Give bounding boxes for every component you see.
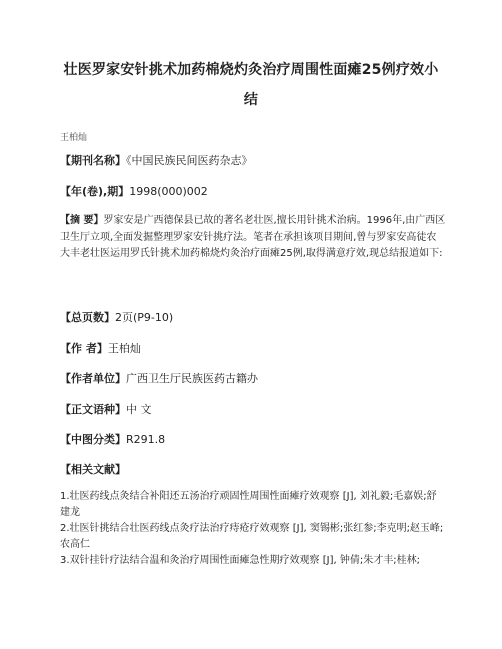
class-label: 【中图分类】 [60,433,126,446]
author-value: 王柏灿 [107,342,141,355]
author-field [60,340,446,357]
year-label: 【年(卷),期】 [60,185,130,198]
abstract-field [60,213,446,263]
article-author: 王柏灿 [60,133,88,143]
reference-item: 2.壮医针挑结合壮医药线点灸疗法治疗痔疮疗效观察 [J], 窦锡彬;张红参;李克明;赵玉峰;农高仁 [60,523,444,550]
pages-value: 2页(P9-10) [115,311,174,324]
abstract-label: 【摘 要】 [60,215,104,226]
author-label: 【作 者】 [60,342,108,355]
pages-field [60,309,446,326]
unit-label: 【作者单位】 [60,372,126,385]
journal-value: 《中国民族民间医药杂志》 [126,154,253,167]
year-value: 1998(000)002 [129,185,208,198]
article-title: 壮医罗家安针挑术加药棉烧灼灸治疗周围性面瘫25例疗效小结 [63,62,439,108]
class-field [60,431,446,448]
unit-value: 广西卫生厅民族医药古籍办 [126,372,258,385]
year-field [60,183,446,200]
journal-label: 【期刊名称】 [60,154,126,167]
class-value: R291.8 [126,433,166,446]
refs-label: 【相关文献】 [60,463,126,476]
reference-item: 3.双针挂针疗法结合温和灸治疗周围性面瘫急性期疗效观察 [J], 钟倩;朱才丰;桂林; [60,555,420,566]
lang-label: 【正文语种】 [60,403,126,416]
abstract-text: 罗家安是广西德保县已故的著名老壮医,擅长用针挑术治病。1996年,由广西区卫生厅立项,全面发掘整理罗家安针挑疗法。笔者在承担该项目期间,曾与罗家安高徒农大丰老壮医运用罗氏针挑术加药棉烧灼灸治疗面瘫25例,取得满意疗效,现总结报道如下: [60,215,446,259]
refs-header [60,461,446,478]
journal-field [60,152,446,169]
lang-field [60,401,446,418]
lang-value: 中 文 [126,403,152,416]
reference-list [60,489,446,569]
pages-label: 【总页数】 [60,311,115,324]
reference-item: 1.壮医药线点灸结合补阳还五汤治疗顽固性周围性面瘫疗效观察 [J], 刘礼毅;毛嘉娱;舒建龙 [60,491,437,518]
unit-field [60,370,446,387]
